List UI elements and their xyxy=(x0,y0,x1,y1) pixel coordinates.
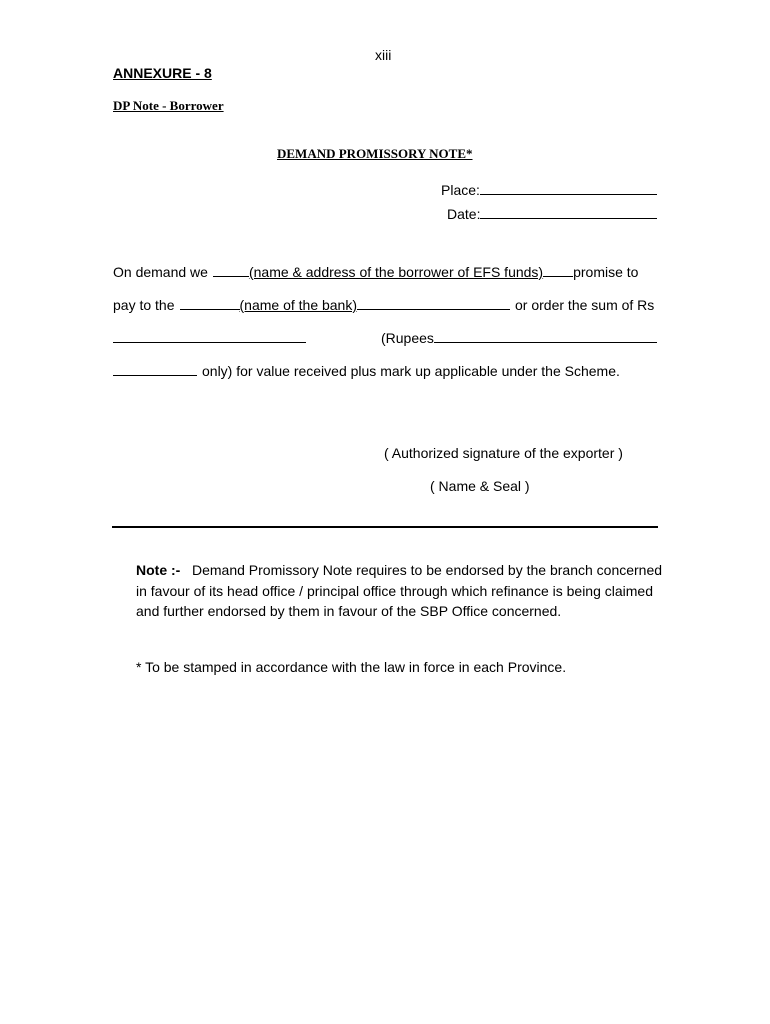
place-blank-line xyxy=(480,182,657,195)
received-blank-line xyxy=(113,363,197,376)
authorized-signature-label: ( Authorized signature of the exporter ) xyxy=(384,445,623,461)
borrower-placeholder: (name & address of the borrower of EFS funds) xyxy=(248,264,544,280)
date-label: Date: xyxy=(447,206,481,222)
rupees-label: (Rupees xyxy=(381,330,434,346)
rupees-field xyxy=(381,330,657,346)
date-blank-line xyxy=(480,206,657,219)
demand-prefix: On demand we xyxy=(113,264,208,280)
note-text: Demand Promissory Note requires to be endorsed by the branch concerned in favour of its head office / principal office through which refinance is being claimed and further endorsed by them in favour of the SBP Office concerned. xyxy=(136,562,663,619)
demand-line xyxy=(113,264,638,280)
received-line xyxy=(113,363,620,379)
name-seal-label: ( Name & Seal ) xyxy=(430,478,530,494)
pay-suffix: or order the sum of Rs xyxy=(515,297,655,313)
note-paragraph xyxy=(136,560,666,622)
pay-line xyxy=(113,297,654,313)
document-title: DEMAND PROMISSORY NOTE* xyxy=(277,146,473,161)
page-number: xiii xyxy=(375,47,392,63)
pay-prefix: pay to the xyxy=(113,297,175,313)
note-label: Note :- xyxy=(136,562,181,578)
pay-blank-line-2 xyxy=(357,297,510,310)
annexure-heading: ANNEXURE - 8 xyxy=(113,65,212,81)
bank-placeholder: (name of the bank) xyxy=(239,297,358,313)
place-field xyxy=(441,182,657,198)
received-text: only) for value received plus mark up applicable under the Scheme. xyxy=(202,363,620,379)
demand-blank-line-2 xyxy=(543,264,573,277)
demand-suffix: promise to xyxy=(573,264,639,280)
dp-note-subheading: DP Note - Borrower xyxy=(113,98,224,113)
pay-blank-line-1 xyxy=(180,297,240,310)
demand-blank-line-1 xyxy=(213,264,249,277)
horizontal-divider xyxy=(112,526,658,528)
amount-blank-line xyxy=(113,330,306,343)
place-label: Place: xyxy=(441,182,480,198)
amount-line xyxy=(113,330,306,346)
date-field xyxy=(447,206,657,222)
stamp-footnote: * To be stamped in accordance with the law in force in each Province. xyxy=(136,659,567,675)
rupees-blank-line xyxy=(434,330,657,343)
